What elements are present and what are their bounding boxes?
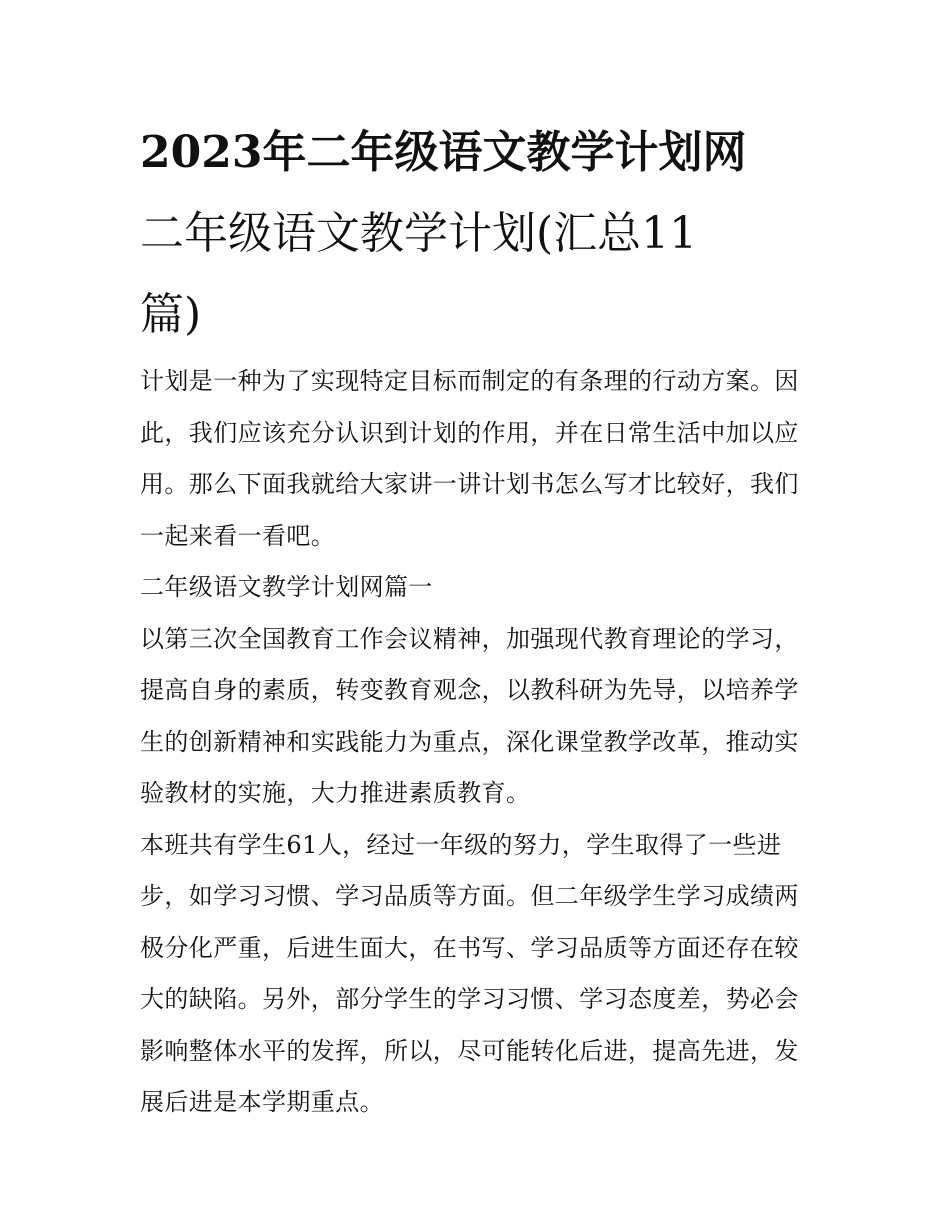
paragraph-1-line-4: 验教材的实施，大力推进素质教育。	[140, 779, 531, 807]
paragraph-2-line-4: 大的缺陷。另外，部分学生的学习习惯、学习态度差，势必会	[140, 985, 799, 1013]
intro-line-2: 此，我们应该充分认识到计划的作用，并在日常生活中加以应	[140, 418, 799, 447]
paragraph-2-line-2: 步，如学习习惯、学习品质等方面。但二年级学生学习成绩两	[140, 882, 799, 910]
title-line-2: 二年级语文教学计划(汇总11	[140, 208, 698, 259]
section-heading: 二年级语文教学计划网篇一	[140, 573, 433, 601]
paragraph-1-line-3: 生的创新精神和实践能力为重点，深化课堂教学改革，推动实	[140, 727, 799, 756]
paragraph-2-line-5: 影响整体水平的发挥，所以，尽可能转化后进，提高先进，发	[140, 1036, 799, 1065]
paragraph-2-line-6: 展后进是本学期重点。	[140, 1088, 384, 1116]
paragraph-2-line-3: 极分化严重，后进生面大，在书写、学习品质等方面还存在较	[140, 933, 799, 962]
paragraph-1-line-2: 提高自身的素质，转变教育观念，以教科研为先导，以培养学	[140, 676, 799, 704]
document-body	[140, 356, 820, 1129]
intro-line-3: 用。那么下面我就给大家讲一讲计划书怎么写才比较好，我们	[140, 470, 799, 498]
intro-line-1: 计划是一种为了实现特定目标而制定的有条理的行动方案。因	[140, 367, 799, 395]
title-line-3: 篇)	[140, 289, 202, 340]
paragraph-2-line-1: 本班共有学生61人，经过一年级的努力，学生取得了一些进	[140, 830, 782, 859]
paragraph-1-line-1: 以第三次全国教育工作会议精神，加强现代教育理论的学习，	[140, 624, 799, 653]
document-title	[140, 112, 830, 355]
title-line-1: 2023年二年级语文教学计划网	[140, 127, 747, 178]
intro-line-4: 一起来看一看吧。	[140, 521, 336, 550]
